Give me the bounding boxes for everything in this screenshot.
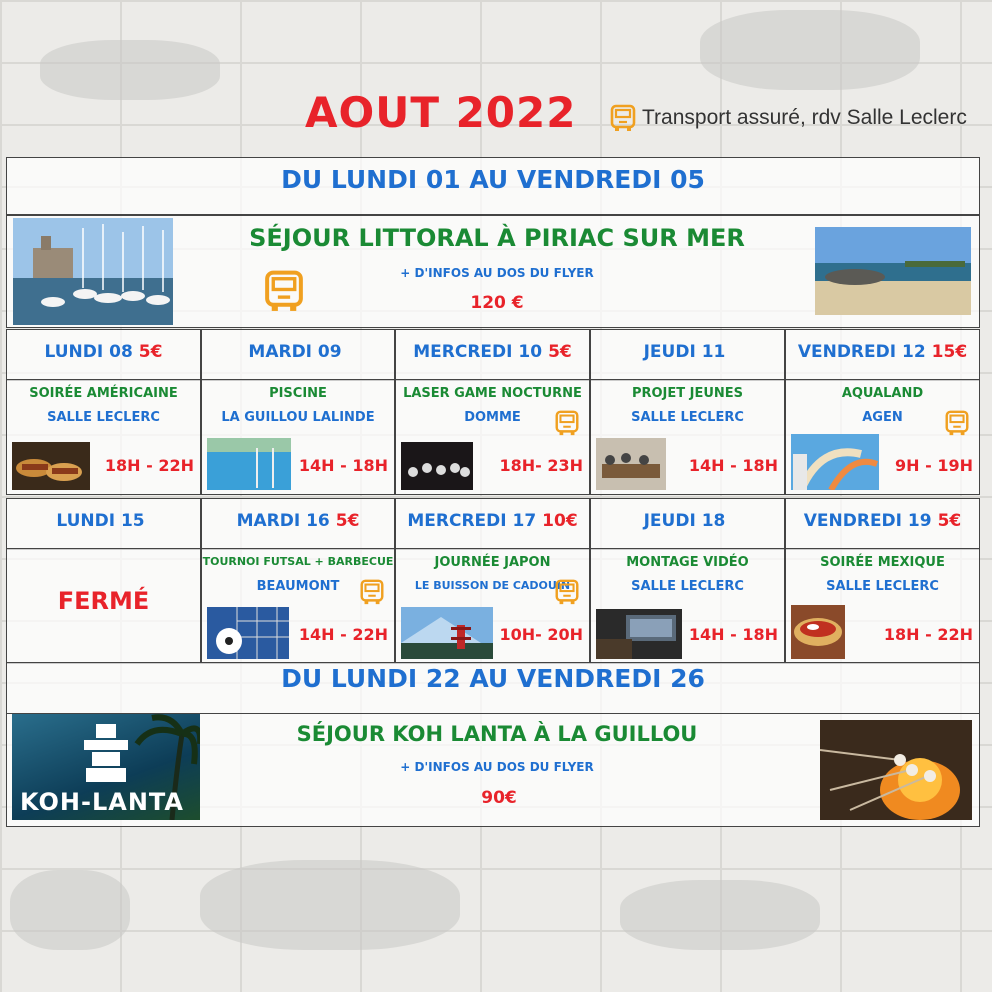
day-label: VENDREDI 19: [803, 511, 932, 531]
closed-label: FERMÉ: [57, 587, 150, 615]
totem-icon: [78, 722, 134, 784]
activity-cell: [785, 548, 980, 664]
day-price: 5€: [138, 342, 163, 362]
bus-badge: [943, 408, 971, 442]
day-header: [395, 329, 590, 381]
day-header: [785, 498, 980, 550]
page-title: AOUT 2022: [305, 88, 577, 137]
activity-time: 10H- 20H: [499, 625, 583, 644]
week4-info: + D'INFOS AU DOS DU FLYER: [400, 760, 594, 774]
day-header: [590, 498, 785, 550]
bus-icon: [358, 577, 386, 607]
bus-icon: [553, 408, 581, 438]
activity-place: SALLE LECLERC: [631, 410, 744, 425]
activity-place: SALLE LECLERC: [47, 410, 160, 425]
week1-stay-title: SÉJOUR LITTORAL À PIRIAC SUR MER: [249, 224, 745, 252]
hotdog-photo: [12, 442, 90, 490]
activity-name: TOURNOI FUTSAL + BARBECUE: [202, 555, 394, 568]
day-price: 10€: [542, 511, 578, 531]
activity-time: 14H - 22H: [298, 625, 388, 644]
day-price: 5€: [937, 511, 962, 531]
activity-cell: [201, 548, 395, 664]
futsal-photo: [207, 607, 289, 659]
activity-time: 14H - 18H: [298, 456, 388, 475]
activity-cell: [201, 379, 395, 495]
activity-time: 18H- 23H: [499, 456, 583, 475]
day-label: MERCREDI 17: [407, 511, 537, 531]
activity-cell: [6, 379, 201, 495]
day-label: JEUDI 18: [643, 511, 726, 531]
day-label: LUNDI 08: [44, 342, 133, 362]
activity-time: 18H - 22H: [883, 625, 973, 644]
pool-photo: [207, 438, 291, 490]
activity-cell: [590, 548, 785, 664]
day-price: 5€: [335, 511, 360, 531]
schedule-grid: [6, 157, 980, 827]
wall-patch: [40, 40, 220, 100]
beach-photo: [815, 227, 971, 315]
day-header: [6, 329, 201, 381]
activity-name: MONTAGE VIDÉO: [626, 555, 749, 570]
activity-place: LE BUISSON DE CADOUIN: [414, 579, 571, 592]
bus-badge: [358, 577, 386, 611]
day-header: [590, 329, 785, 381]
waterpark-photo: [791, 434, 879, 490]
day-header: [201, 498, 395, 550]
activity-name: LASER GAME NOCTURNE: [403, 386, 582, 401]
bus-icon: [261, 268, 307, 314]
koh-lanta-logo-text: KOH-LANTA: [20, 788, 185, 816]
wall-patch: [200, 860, 460, 950]
bus-badge: [553, 577, 581, 611]
video-editing-photo: [596, 609, 682, 659]
activity-cell: [785, 379, 980, 495]
activity-cell: [6, 548, 201, 664]
day-label: JEUDI 11: [643, 342, 726, 362]
activity-name: SOIRÉE AMÉRICAINE: [29, 386, 178, 401]
meeting-photo: [596, 438, 666, 490]
activity-cell: [590, 379, 785, 495]
week4-header: [6, 662, 980, 714]
bus-icon: [943, 408, 971, 438]
activity-time: 14H - 18H: [688, 625, 778, 644]
day-header: [785, 329, 980, 381]
week1-header-text: DU LUNDI 01 AU VENDREDI 05: [281, 165, 705, 194]
day-header: [201, 329, 395, 381]
transport-note: [608, 103, 967, 133]
day-label: MARDI 16: [236, 511, 330, 531]
activity-time: 18H - 22H: [104, 456, 194, 475]
japan-photo: [401, 607, 493, 659]
day-label: VENDREDI 12: [797, 342, 926, 362]
activity-place: DOMME: [464, 410, 521, 425]
bus-badge: [553, 408, 581, 442]
week4-stay-title: SÉJOUR KOH LANTA À LA GUILLOU: [296, 722, 698, 746]
week1-stay-panel: [6, 215, 980, 328]
day-label: LUNDI 15: [56, 511, 145, 531]
laser-game-photo: [401, 442, 473, 490]
week1-header: [6, 157, 980, 215]
day-price: 5€: [548, 342, 572, 362]
day-header: [395, 498, 590, 550]
activity-place: SALLE LECLERC: [631, 579, 744, 594]
week1-price: 120 €: [470, 293, 524, 313]
day-label: MERCREDI 10: [413, 342, 543, 362]
wall-patch: [10, 870, 130, 950]
activity-place: AGEN: [862, 410, 903, 425]
day-header: [6, 498, 201, 550]
bus-icon: [553, 577, 581, 607]
transport-text: Transport assuré, rdv Salle Leclerc: [642, 106, 967, 129]
activity-place: BEAUMONT: [256, 579, 340, 594]
activity-time: 14H - 18H: [688, 456, 778, 475]
activity-name: AQUALAND: [841, 386, 924, 401]
activity-name: JOURNÉE JAPON: [434, 555, 551, 570]
week4-stay-panel: [6, 713, 980, 827]
activity-cell: [395, 379, 590, 495]
harbor-photo: [13, 218, 173, 325]
activity-cell: [395, 548, 590, 664]
tacos-photo: [791, 605, 845, 659]
week1-info: + D'INFOS AU DOS DU FLYER: [400, 266, 594, 280]
week4-header-text: DU LUNDI 22 AU VENDREDI 26: [281, 664, 705, 693]
day-price: 15€: [931, 342, 968, 362]
bus-icon: [608, 103, 638, 133]
day-label: MARDI 09: [248, 342, 342, 362]
activity-name: PROJET JEUNES: [631, 386, 744, 401]
activity-place: SALLE LECLERC: [826, 579, 939, 594]
week4-price: 90€: [481, 788, 517, 808]
activity-name: PISCINE: [269, 386, 327, 401]
koh-lanta-logo: [12, 714, 200, 820]
wall-patch: [620, 880, 820, 950]
campfire-photo: [820, 720, 972, 820]
activity-name: SOIRÉE MEXIQUE: [820, 555, 945, 570]
activity-place: LA GUILLOU LALINDE: [221, 410, 375, 425]
activity-time: 9H - 19H: [895, 456, 973, 475]
wall-patch: [700, 10, 920, 90]
